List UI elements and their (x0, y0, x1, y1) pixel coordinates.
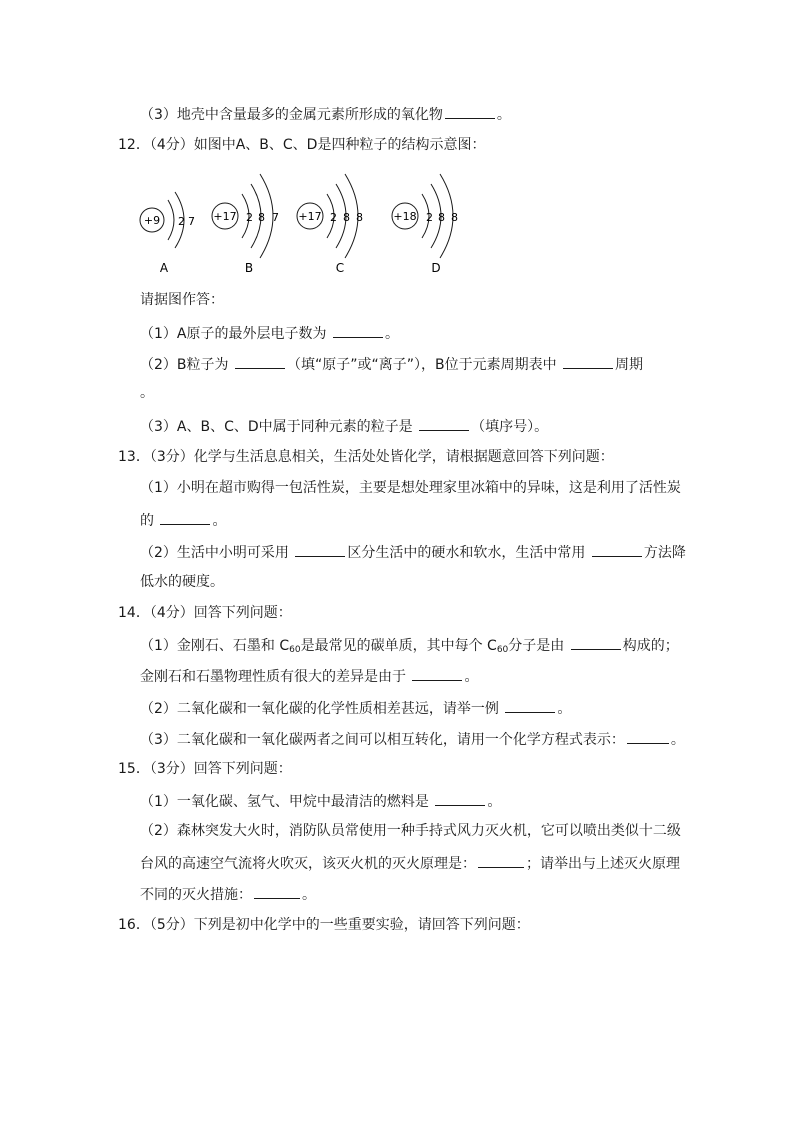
answer-blank[interactable] (419, 416, 469, 431)
q12-heading: 12．（4分）如图中A、B、C、D是四种粒子的结构示意图： (118, 137, 486, 153)
q15-2a: （2）森林突发大火时，消防队员常使用一种手持式风力灭火机，它可以喷出类似十二级 (140, 823, 681, 839)
q14-1a-c: 分子是由 (508, 638, 565, 654)
particle-b (212, 174, 279, 275)
q12-1-end: 。 (384, 326, 399, 342)
particle-structure-diagram (138, 164, 468, 282)
q14-1b-line (140, 666, 478, 686)
answer-blank[interactable] (412, 666, 462, 681)
q15-2b-b: ；请举出与上述灭火原理 (526, 856, 680, 872)
q12-1-line (140, 323, 399, 343)
particle-d (392, 174, 458, 275)
nucleus-b: +17 (213, 210, 237, 223)
label-d: D (431, 261, 441, 275)
shell-a-1: 2 (178, 215, 185, 228)
q12-2-end: 。 (140, 385, 154, 401)
q13-2a-c: 方法降 (643, 545, 686, 561)
q15-2c-line (140, 884, 316, 904)
q14-3-text: （3）二氧化碳和一氧化碳两者之间可以相互转化，请用一个化学方程式表示： (140, 732, 625, 748)
q15-2b-line (140, 853, 680, 873)
q14-3-line (140, 729, 685, 749)
q12-3-line (140, 416, 548, 436)
label-c: C (335, 261, 345, 275)
q12-3-text: （3）A、B、C、D中属于同种元素的粒子是 (140, 419, 413, 435)
answer-blank[interactable] (627, 729, 669, 744)
q13-heading: 13．（3分）化学与生活息息相关，生活处处皆化学，请根据题意回答下列问题： (118, 449, 614, 465)
q15-2b-a: 台风的高速空气流将火吹灭，该灭火机的灭火原理是： (140, 856, 476, 872)
shell-c-3: 8 (356, 211, 363, 224)
answer-blank[interactable] (160, 510, 210, 525)
answer-blank[interactable] (295, 542, 345, 557)
q14-2-line (140, 698, 571, 718)
q13-2a-b: 区分生活中的硬水和软水，生活中常用 (347, 545, 586, 561)
q12-2-b: （填“原子”或“离子”），B位于元素周期表中 (286, 357, 557, 373)
q14-1a-a: （1）金刚石、石墨和 C (140, 638, 290, 654)
shell-arc (168, 200, 174, 240)
shell-d-1: 2 (426, 211, 433, 224)
q12-prompt: 请据图作答： (140, 292, 224, 308)
q13-1b-line (140, 510, 226, 530)
q12-2-a: （2）B粒子为 (140, 357, 229, 373)
answer-blank[interactable] (592, 542, 642, 557)
q14-1a-b: 是最常见的碳单质，其中每个 C (300, 638, 497, 654)
q13-1b-text: 的 (140, 513, 154, 529)
shell-c-2: 8 (343, 211, 350, 224)
shell-d-2: 8 (438, 211, 445, 224)
q16-heading: 16．（5分）下列是初中化学中的一些重要实验，请回答下列问题： (118, 917, 530, 933)
answer-blank[interactable] (435, 791, 485, 806)
particle-c (297, 174, 363, 275)
answer-blank[interactable] (505, 698, 555, 713)
answer-blank[interactable] (235, 354, 285, 369)
q14-2-text: （2）二氧化碳和一氧化碳的化学性质相差甚远，请举一例 (140, 701, 499, 717)
label-b: B (244, 261, 254, 275)
q14-1b-end: 。 (464, 669, 479, 685)
q13-2a-a: （2）生活中小明可采用 (140, 545, 289, 561)
answer-blank[interactable] (571, 635, 621, 650)
nucleus-a: +9 (143, 214, 161, 227)
particle-a (140, 192, 195, 275)
q14-1a-d: 构成的； (622, 638, 679, 654)
answer-blank[interactable] (333, 323, 383, 338)
q14-1a-line (140, 635, 679, 655)
answer-blank[interactable] (563, 354, 613, 369)
nucleus-c: +17 (298, 210, 322, 223)
shell-b-3: 7 (272, 211, 279, 224)
answer-blank[interactable] (254, 884, 300, 899)
q13-2a-line (140, 542, 686, 562)
q15-2c-end: 。 (302, 887, 316, 903)
shell-b-2: 8 (258, 211, 265, 224)
q15-heading: 15．（3分）回答下列问题： (118, 761, 292, 777)
q15-2c-text: 不同的灭火措施： (140, 887, 252, 903)
q13-1a: （1）小明在超市购得一包活性炭，主要是想处理家里冰箱中的异味，这是利用了活性炭 (140, 480, 681, 496)
shell-a-2: 7 (188, 215, 195, 228)
shell-c-1: 2 (330, 211, 337, 224)
q13-2b: 低水的硬度。 (140, 574, 224, 590)
q14-2-end: 。 (557, 701, 572, 717)
q15-1-line (140, 791, 501, 811)
answer-blank[interactable] (445, 104, 495, 119)
shell-b-1: 2 (246, 211, 253, 224)
shell-d-3: 8 (451, 211, 458, 224)
q11-3-end: 。 (496, 107, 511, 123)
q13-1b-end: 。 (212, 513, 227, 529)
q15-1-text: （1）一氧化碳、氢气、甲烷中最清洁的燃料是 (140, 794, 429, 810)
q14-1b-text: 金刚石和石墨物理性质有很大的差异是由于 (140, 669, 406, 685)
answer-blank[interactable] (478, 853, 524, 868)
q12-1-text: （1）A原子的最外层电子数为 (140, 326, 327, 342)
q14-3-end: 。 (670, 732, 685, 748)
q12-2-line (140, 354, 643, 374)
q11-3-text: （3）地壳中含量最多的金属元素所形成的氧化物 (140, 107, 443, 123)
q12-3-end: （填序号）。 (471, 419, 549, 435)
subscript: 60 (496, 645, 509, 655)
q15-1-end: 。 (487, 794, 502, 810)
q11-3-line (140, 104, 511, 124)
q12-2-c: 周期 (615, 357, 644, 373)
label-a: A (159, 261, 169, 275)
q14-heading: 14．（4分）回答下列问题： (118, 605, 292, 621)
subscript: 60 (289, 645, 301, 655)
nucleus-d: +18 (393, 210, 417, 223)
